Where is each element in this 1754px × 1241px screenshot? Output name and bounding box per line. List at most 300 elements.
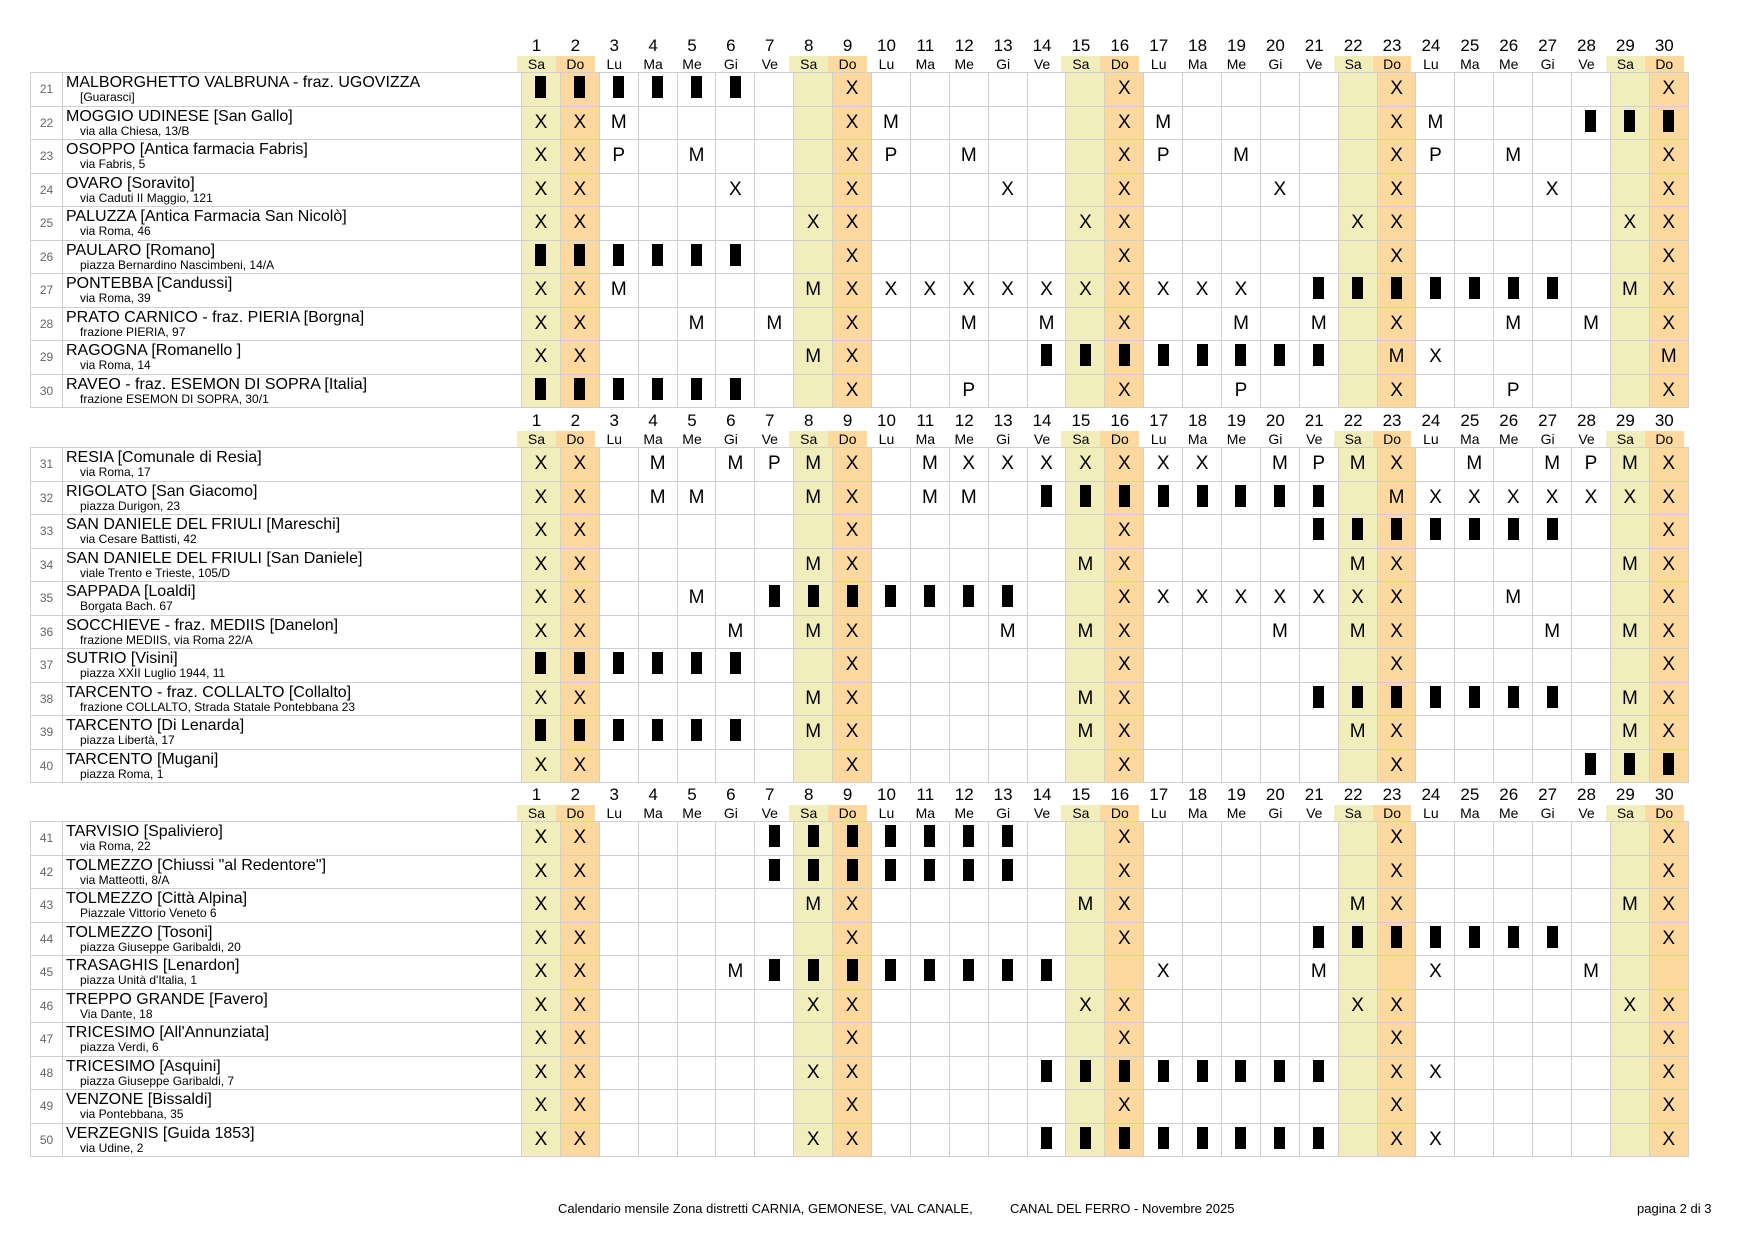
empty-cell xyxy=(716,1023,755,1056)
closed-mark xyxy=(1183,341,1222,374)
shift-mark: X xyxy=(1378,990,1417,1023)
closed-mark xyxy=(1611,750,1650,783)
empty-cell xyxy=(1494,716,1533,749)
empty-cell xyxy=(872,683,911,716)
shift-mark: X xyxy=(1339,990,1378,1023)
empty-cell xyxy=(1455,308,1494,341)
day-number: 9 xyxy=(842,411,853,430)
closed-mark xyxy=(950,582,989,615)
block-icon xyxy=(1547,686,1558,708)
empty-cell xyxy=(1339,1057,1378,1090)
empty-cell xyxy=(600,1057,639,1090)
closed-mark xyxy=(1455,274,1494,307)
empty-cell xyxy=(1028,582,1067,615)
empty-cell xyxy=(678,1023,717,1056)
empty-cell xyxy=(1300,140,1339,173)
pharmacy-address: piazza Giuseppe Garibaldi, 20 xyxy=(80,939,241,954)
closed-mark xyxy=(1300,683,1339,716)
empty-cell xyxy=(1144,1090,1183,1123)
block-icon xyxy=(808,825,819,847)
shift-mark: X xyxy=(1650,549,1689,582)
day-number: 20 xyxy=(1265,785,1285,804)
shift-mark: X xyxy=(1378,649,1417,682)
day-number: 13 xyxy=(993,785,1013,804)
closed-mark xyxy=(1105,341,1144,374)
empty-cell xyxy=(1028,107,1067,140)
day-name: Lu xyxy=(1150,805,1167,821)
empty-cell xyxy=(1066,107,1105,140)
shift-mark: M xyxy=(1066,716,1105,749)
pharmacy-address: piazza Libertà, 17 xyxy=(80,733,175,747)
shift-mark: M xyxy=(1222,140,1261,173)
day-number: 18 xyxy=(1188,785,1208,804)
closed-mark xyxy=(755,956,794,989)
shift-mark: M xyxy=(1533,616,1572,649)
empty-cell xyxy=(1144,308,1183,341)
shift-mark: X xyxy=(561,1090,600,1123)
closed-mark xyxy=(678,73,717,106)
empty-cell xyxy=(600,990,639,1023)
shift-mark: X xyxy=(1650,140,1689,173)
day-number: 18 xyxy=(1188,36,1208,55)
shift-mark: X xyxy=(522,140,561,173)
day-number: 28 xyxy=(1577,785,1596,804)
day-number: 17 xyxy=(1149,785,1169,804)
empty-cell xyxy=(1183,889,1222,922)
table-row xyxy=(31,750,1689,784)
closed-mark xyxy=(1261,1057,1300,1090)
empty-cell xyxy=(1028,923,1067,956)
empty-cell xyxy=(1533,750,1572,783)
block-icon xyxy=(1313,1127,1324,1149)
closed-mark xyxy=(1533,515,1572,548)
shift-mark: M xyxy=(1378,482,1417,515)
pharmacy-address: piazza Unità d'Italia, 1 xyxy=(80,973,198,987)
empty-cell xyxy=(1144,549,1183,582)
empty-cell xyxy=(872,1090,911,1123)
empty-cell xyxy=(1261,1090,1300,1123)
empty-cell xyxy=(1183,649,1222,682)
empty-cell xyxy=(678,990,717,1023)
block-icon xyxy=(1508,686,1519,708)
day-number: 7 xyxy=(765,785,775,804)
shift-mark: X xyxy=(1105,107,1144,140)
shift-mark: M xyxy=(1300,308,1339,341)
day-number: 8 xyxy=(803,36,814,55)
shift-mark: X xyxy=(522,207,561,240)
day-name: Ve xyxy=(1306,56,1323,72)
day-number: 5 xyxy=(687,411,697,430)
empty-cell xyxy=(639,683,678,716)
shift-mark: P xyxy=(1494,375,1533,408)
block-icon xyxy=(1119,1127,1130,1149)
empty-cell xyxy=(989,482,1028,515)
block-icon xyxy=(963,959,974,981)
day-number: 6 xyxy=(726,36,736,55)
shift-mark: M xyxy=(1066,889,1105,922)
closed-mark xyxy=(600,241,639,274)
day-name: Lu xyxy=(1150,56,1167,72)
shift-mark: M xyxy=(794,448,833,481)
day-name: Ve xyxy=(1578,56,1595,72)
row-number: 28 xyxy=(31,308,63,341)
shift-mark: M xyxy=(1572,956,1611,989)
empty-cell xyxy=(1494,1057,1533,1090)
closed-mark xyxy=(716,375,755,408)
shift-mark: X xyxy=(1105,1090,1144,1123)
shift-mark: X xyxy=(1066,448,1105,481)
shift-mark: X xyxy=(1611,482,1650,515)
block-icon xyxy=(1158,1127,1169,1149)
pharmacy-cell xyxy=(63,716,522,749)
empty-cell xyxy=(1650,956,1689,989)
shift-mark: P xyxy=(1300,448,1339,481)
row-number: 36 xyxy=(31,616,63,649)
empty-cell xyxy=(1144,1023,1183,1056)
empty-cell xyxy=(1261,822,1300,855)
empty-cell xyxy=(1183,716,1222,749)
empty-cell xyxy=(989,649,1028,682)
closed-mark xyxy=(1533,274,1572,307)
empty-cell xyxy=(989,241,1028,274)
empty-cell xyxy=(1144,375,1183,408)
block-icon xyxy=(691,76,702,98)
pharmacy-address: via Fabris, 5 xyxy=(80,157,146,171)
day-name: Ma xyxy=(1460,431,1480,447)
day-name: Ma xyxy=(1460,805,1480,821)
day-name: Lu xyxy=(878,56,895,72)
empty-cell xyxy=(1222,683,1261,716)
day-number: 6 xyxy=(726,411,736,430)
empty-cell xyxy=(1455,1090,1494,1123)
shift-mark: M xyxy=(1611,616,1650,649)
empty-cell xyxy=(872,990,911,1023)
empty-cell xyxy=(716,274,755,307)
empty-cell xyxy=(950,649,989,682)
pharmacy-name: RESIA [Comunale di Resia] xyxy=(66,449,262,466)
shift-mark: X xyxy=(522,750,561,783)
empty-cell xyxy=(872,923,911,956)
empty-cell xyxy=(678,683,717,716)
row-number: 43 xyxy=(31,889,63,922)
day-name: Ma xyxy=(1187,805,1208,821)
shift-mark: X xyxy=(1378,241,1417,274)
day-name: Gi xyxy=(1540,56,1555,72)
closed-mark xyxy=(911,822,950,855)
pharmacy-address: via Pontebbana, 35 xyxy=(80,1107,184,1121)
closed-mark xyxy=(1416,515,1455,548)
empty-cell xyxy=(600,1090,639,1123)
shift-mark: X xyxy=(833,482,872,515)
closed-mark xyxy=(1494,683,1533,716)
shift-mark: X xyxy=(1378,107,1417,140)
empty-cell xyxy=(989,923,1028,956)
block-icon xyxy=(885,959,896,981)
pharmacy-address: via Caduti II Maggio, 121 xyxy=(80,190,213,205)
shift-mark: X xyxy=(561,207,600,240)
pharmacy-cell xyxy=(63,750,522,783)
day-name: Ve xyxy=(1578,431,1595,447)
empty-cell xyxy=(1261,1023,1300,1056)
empty-cell xyxy=(989,1023,1028,1056)
block-icon xyxy=(1274,1127,1285,1149)
closed-mark xyxy=(1028,482,1067,515)
pharmacy-address: Borgata Bach. 67 xyxy=(80,599,173,613)
closed-mark xyxy=(1066,1124,1105,1157)
empty-cell xyxy=(1300,649,1339,682)
day-number: 8 xyxy=(803,411,814,430)
empty-cell xyxy=(1183,174,1222,207)
block-icon xyxy=(1313,926,1324,948)
empty-cell xyxy=(1416,241,1455,274)
empty-cell xyxy=(1494,73,1533,106)
block-icon xyxy=(1002,825,1013,847)
day-name: Me xyxy=(1226,431,1247,447)
day-number: 7 xyxy=(765,36,775,55)
empty-cell xyxy=(1572,716,1611,749)
pharmacy-name: MOGGIO UDINESE [San Gallo] xyxy=(66,107,293,125)
empty-cell xyxy=(1494,889,1533,922)
shift-mark: X xyxy=(561,750,600,783)
pharmacy-address: piazza XXII Luglio 1944, 11 xyxy=(80,666,226,680)
row-number: 38 xyxy=(31,683,63,716)
shift-mark: M xyxy=(1339,616,1378,649)
empty-cell xyxy=(1300,716,1339,749)
shift-mark: M xyxy=(1261,448,1300,481)
empty-cell xyxy=(755,716,794,749)
closed-mark xyxy=(1183,482,1222,515)
closed-mark xyxy=(716,241,755,274)
block-icon xyxy=(1469,926,1480,948)
closed-mark xyxy=(911,582,950,615)
empty-cell xyxy=(911,375,950,408)
closed-mark xyxy=(1300,515,1339,548)
row-number: 35 xyxy=(31,582,63,615)
empty-cell xyxy=(678,207,717,240)
shift-mark: X xyxy=(1650,482,1689,515)
block-icon xyxy=(1041,959,1052,981)
empty-cell xyxy=(1144,616,1183,649)
block-icon xyxy=(574,378,585,400)
pharmacy-address: via Roma, 17 xyxy=(80,465,151,479)
pharmacy-address: Piazzale Vittorio Veneto 6 xyxy=(80,906,217,920)
empty-cell xyxy=(1261,549,1300,582)
block-icon xyxy=(1391,277,1402,299)
shift-mark: M xyxy=(678,308,717,341)
day-name: Ma xyxy=(915,431,936,447)
shift-mark: X xyxy=(1378,308,1417,341)
empty-cell xyxy=(1144,683,1183,716)
empty-cell xyxy=(1533,856,1572,889)
empty-cell xyxy=(1339,822,1378,855)
day-name: Sa xyxy=(1334,431,1373,447)
empty-cell xyxy=(794,750,833,783)
empty-cell xyxy=(1066,515,1105,548)
empty-cell xyxy=(1028,1090,1067,1123)
block-icon xyxy=(885,859,896,881)
day-number: 12 xyxy=(954,36,974,55)
empty-cell xyxy=(1416,582,1455,615)
closed-mark xyxy=(794,856,833,889)
empty-cell xyxy=(678,956,717,989)
empty-cell xyxy=(1300,616,1339,649)
day-number: 13 xyxy=(993,411,1013,430)
pharmacy-name: SAN DANIELE DEL FRIULI [San Daniele] xyxy=(66,549,363,567)
pharmacy-table xyxy=(30,447,1689,783)
empty-cell xyxy=(911,750,950,783)
pharmacy-cell xyxy=(63,1057,522,1090)
empty-cell xyxy=(600,856,639,889)
empty-cell xyxy=(716,515,755,548)
closed-mark xyxy=(1261,482,1300,515)
block-icon xyxy=(1002,959,1013,981)
empty-cell xyxy=(1494,1124,1533,1157)
empty-cell xyxy=(600,207,639,240)
empty-cell xyxy=(1183,241,1222,274)
closed-mark xyxy=(639,375,678,408)
shift-mark: X xyxy=(1455,482,1494,515)
empty-cell xyxy=(755,683,794,716)
pharmacy-address: via Udine, 2 xyxy=(80,1140,144,1155)
day-name: Ve xyxy=(761,431,778,447)
empty-cell xyxy=(1066,174,1105,207)
schedule-section xyxy=(30,36,1689,408)
empty-cell xyxy=(639,822,678,855)
empty-cell xyxy=(1222,73,1261,106)
day-name: Ve xyxy=(1306,805,1323,821)
shift-mark: X xyxy=(1378,375,1417,408)
shift-mark: X xyxy=(1339,582,1378,615)
empty-cell xyxy=(1611,73,1650,106)
table-row xyxy=(31,956,1689,990)
closed-mark xyxy=(1222,1057,1261,1090)
table-row xyxy=(31,649,1689,683)
empty-cell xyxy=(794,140,833,173)
table-row xyxy=(31,274,1689,308)
empty-cell xyxy=(1028,1023,1067,1056)
shift-mark: X xyxy=(833,308,872,341)
empty-cell xyxy=(639,889,678,922)
pharmacy-name: OVARO [Soravito] xyxy=(66,174,195,192)
empty-cell xyxy=(639,140,678,173)
pharmacy-cell xyxy=(63,1023,522,1056)
empty-cell xyxy=(989,1124,1028,1157)
empty-cell xyxy=(678,274,717,307)
day-number: 14 xyxy=(1032,36,1052,55)
empty-cell xyxy=(911,207,950,240)
pharmacy-name: PONTEBBA [Candussi] xyxy=(66,275,233,292)
shift-mark: X xyxy=(833,448,872,481)
empty-cell xyxy=(1416,1023,1455,1056)
day-name: Sa xyxy=(1061,805,1100,821)
closed-mark xyxy=(600,716,639,749)
empty-cell xyxy=(1611,341,1650,374)
day-name: Sa xyxy=(1606,805,1645,821)
block-icon xyxy=(1508,926,1519,948)
schedule-section xyxy=(30,785,1689,1157)
shift-mark: X xyxy=(1105,990,1144,1023)
shift-mark: M xyxy=(1611,448,1650,481)
block-icon xyxy=(924,585,935,607)
empty-cell xyxy=(1611,241,1650,274)
empty-cell xyxy=(911,341,950,374)
empty-cell xyxy=(794,375,833,408)
shift-mark: X xyxy=(561,549,600,582)
empty-cell xyxy=(1572,616,1611,649)
empty-cell xyxy=(1261,207,1300,240)
row-number: 42 xyxy=(31,856,63,889)
day-number: 27 xyxy=(1538,36,1558,55)
pharmacy-cell xyxy=(63,923,522,956)
day-name: Me xyxy=(682,431,702,447)
pharmacy-cell xyxy=(63,683,522,716)
empty-cell xyxy=(1066,923,1105,956)
empty-cell xyxy=(716,140,755,173)
shift-mark: X xyxy=(1105,616,1144,649)
empty-cell xyxy=(1572,341,1611,374)
empty-cell xyxy=(1066,649,1105,682)
closed-mark xyxy=(716,73,755,106)
empty-cell xyxy=(872,448,911,481)
empty-cell xyxy=(794,107,833,140)
empty-cell xyxy=(794,174,833,207)
shift-mark: X xyxy=(1650,207,1689,240)
shift-mark: X xyxy=(1378,856,1417,889)
empty-cell xyxy=(1028,616,1067,649)
block-icon xyxy=(613,76,624,98)
empty-cell xyxy=(911,616,950,649)
block-icon xyxy=(1119,485,1130,507)
table-row xyxy=(31,582,1689,616)
pharmacy-cell xyxy=(63,274,522,307)
shift-mark: X xyxy=(1611,207,1650,240)
table-row xyxy=(31,549,1689,583)
day-number-header xyxy=(517,411,1689,431)
closed-mark xyxy=(989,582,1028,615)
empty-cell xyxy=(1416,856,1455,889)
empty-cell xyxy=(872,73,911,106)
empty-cell xyxy=(872,1124,911,1157)
block-icon xyxy=(847,959,858,981)
empty-cell xyxy=(1572,549,1611,582)
block-icon xyxy=(769,585,780,607)
empty-cell xyxy=(1028,549,1067,582)
empty-cell xyxy=(755,174,794,207)
empty-cell xyxy=(950,1090,989,1123)
empty-cell xyxy=(1572,207,1611,240)
empty-cell xyxy=(1183,1090,1222,1123)
empty-cell xyxy=(1494,174,1533,207)
empty-cell xyxy=(1028,515,1067,548)
empty-cell xyxy=(950,174,989,207)
shift-mark: M xyxy=(1611,889,1650,922)
table-row xyxy=(31,822,1689,856)
empty-cell xyxy=(639,750,678,783)
empty-cell xyxy=(1416,750,1455,783)
empty-cell xyxy=(1183,73,1222,106)
row-number: 50 xyxy=(31,1124,63,1157)
block-icon xyxy=(1080,1060,1091,1082)
shift-mark: M xyxy=(1339,889,1378,922)
day-name: Do xyxy=(1373,56,1412,72)
empty-cell xyxy=(911,923,950,956)
pharmacy-name: TREPPO GRANDE [Favero] xyxy=(66,990,268,1008)
empty-cell xyxy=(1222,956,1261,989)
empty-cell xyxy=(1611,582,1650,615)
block-icon xyxy=(1080,485,1091,507)
day-number: 15 xyxy=(1071,411,1091,430)
empty-cell xyxy=(1494,990,1533,1023)
